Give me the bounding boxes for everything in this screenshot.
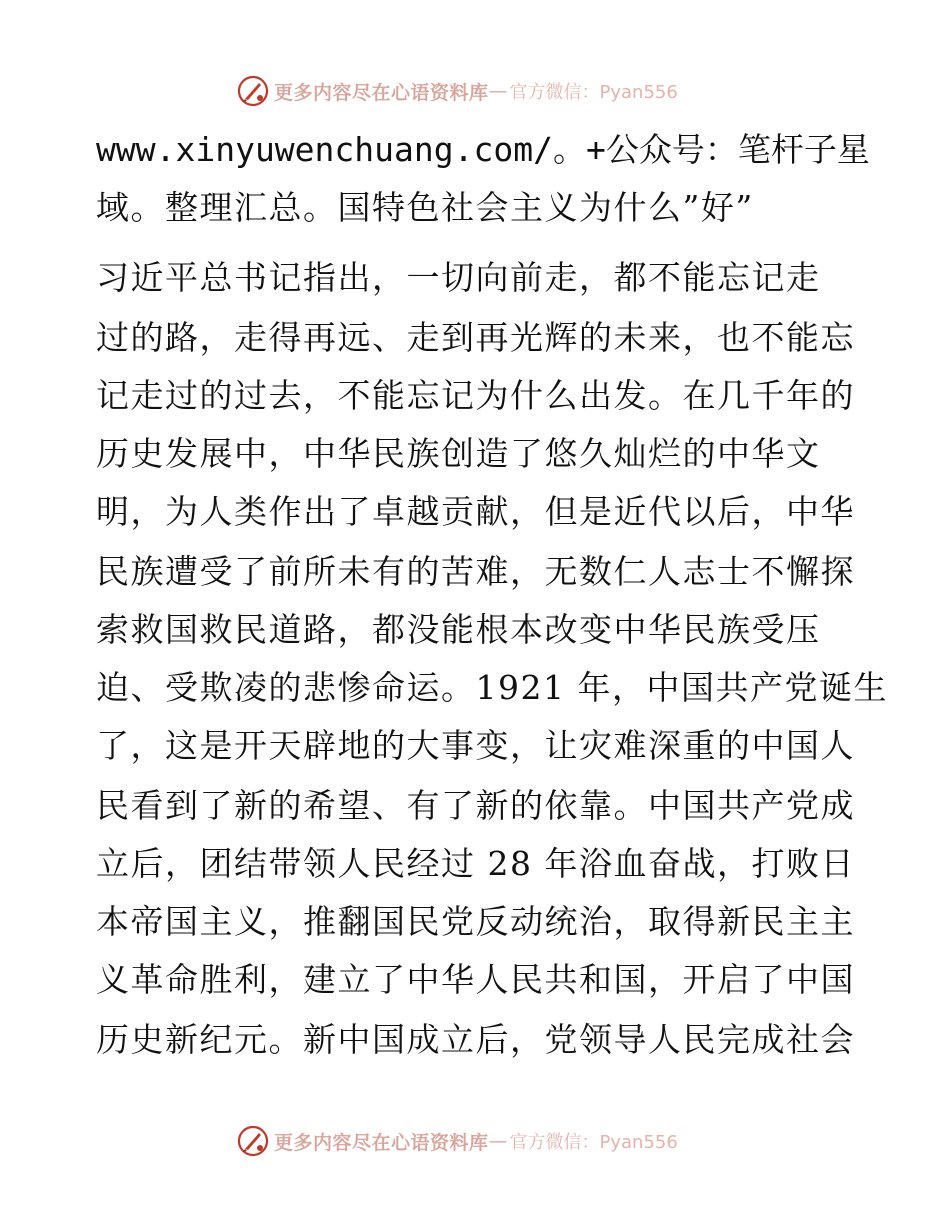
watermark-separator: —: [488, 80, 508, 102]
body-line: 明，为人类作出了卓越贡献，但是近代以后，中华: [96, 492, 855, 531]
body-line: 了，这是开天辟地的大事变，让灾难深重的中国人: [96, 726, 855, 765]
watermark-main-text: 更多内容尽在心语资料库: [274, 1131, 489, 1154]
footer-watermark: [236, 1123, 678, 1159]
body-line: 本帝国主义，推翻国民党反动统治，取得新民主主: [96, 902, 855, 941]
body-line: 索救国救民道路，都没能根本改变中华民族受压: [96, 610, 821, 649]
body-line: 迫、受欺凌的悲惨命运。1921 年，中国共产党诞生: [96, 668, 888, 707]
body-line: 域。整理汇总。国特色社会主义为什么”好”: [96, 188, 754, 227]
watermark-wechat-text: 官方微信：Pyan556: [509, 1132, 678, 1153]
quill-logo-icon: [236, 74, 270, 108]
body-line: 习近平总书记指出，一切向前走，都不能忘记走: [96, 258, 821, 297]
body-line: 历史新纪元。新中国成立后，党领导人民完成社会: [96, 1020, 855, 1059]
watermark-separator: —: [488, 1130, 508, 1152]
body-line: 过的路，走得再远、走到再光辉的未来，也不能忘: [96, 318, 855, 357]
body-line: 立后，团结带领人民经过 28 年浴血奋战，打败日: [96, 844, 855, 883]
watermark-main-text: 更多内容尽在心语资料库: [274, 81, 489, 104]
body-line: www.xinyuwenchuang.com/。+公众号：笔杆子星: [96, 130, 870, 169]
body-line: 历史发展中，中华民族创造了悠久灿烂的中华文: [96, 434, 821, 473]
body-line: 民看到了新的希望、有了新的依靠。中国共产党成: [96, 786, 855, 825]
body-line: 记走过的过去，不能忘记为什么出发。在几千年的: [96, 376, 855, 415]
quill-logo-icon: [236, 1124, 270, 1158]
header-watermark: [236, 73, 678, 109]
body-line: 义革命胜利，建立了中华人民共和国，开启了中国: [96, 960, 855, 999]
body-line: 民族遭受了前所未有的苦难，无数仁人志士不懈探: [96, 552, 855, 591]
watermark-wechat-text: 官方微信：Pyan556: [509, 82, 678, 103]
